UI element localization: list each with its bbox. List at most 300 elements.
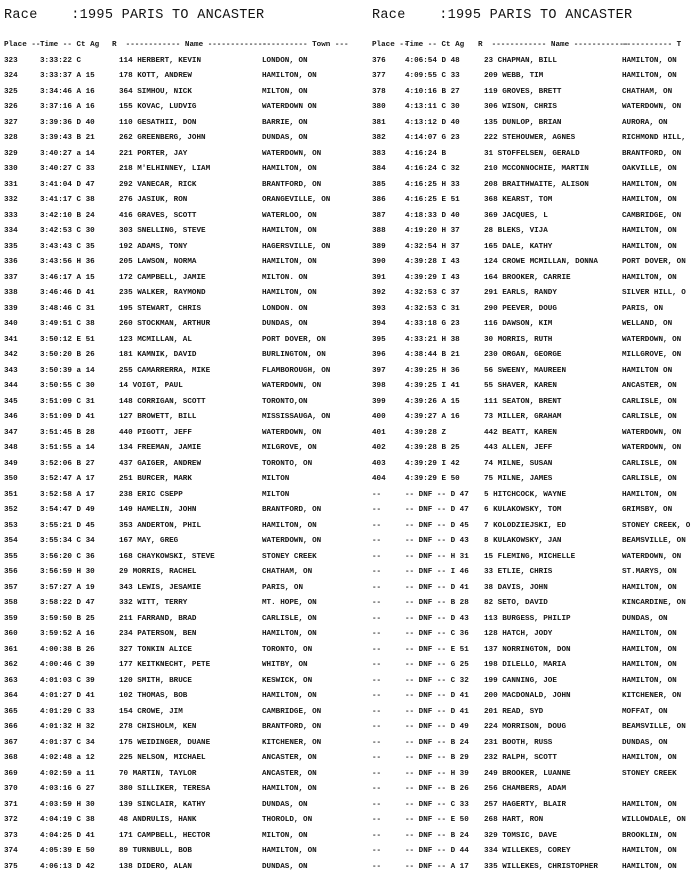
result-bib-name: 211 FARRAND, BRAD — [119, 612, 196, 628]
result-bib-name: 208 BRAITHWAITE, ALISON — [484, 178, 589, 194]
result-place: 375 — [4, 860, 18, 875]
result-place: 354 — [4, 534, 18, 550]
result-bib-name: 149 HAMELIN, JOHN — [119, 503, 196, 519]
header-town: ---------- Town --- — [262, 38, 349, 54]
result-town: HAMILTON, ON — [622, 627, 677, 643]
header-place: Place -- — [372, 38, 408, 54]
result-bib-name: 335 WILLEKES, CHRISTOPHER — [484, 860, 598, 875]
result-time: 4:38:44 B 21 — [405, 348, 460, 364]
result-time: 3:49:51 C 38 — [40, 317, 95, 333]
result-place: 401 — [372, 426, 386, 442]
result-place: 397 — [372, 364, 386, 380]
result-town: BRANTFORD, ON — [262, 503, 321, 519]
result-town: BROOKLIN, ON — [622, 829, 677, 845]
result-bib-name: 306 WISON, CHRIS — [484, 100, 557, 116]
result-bib-name: 209 WEBB, TIM — [484, 69, 543, 85]
result-town: WATERDOWN, ON — [622, 550, 681, 566]
result-time: 4:10:16 B 27 — [405, 85, 460, 101]
result-town: WATERDOWN, ON — [262, 534, 321, 550]
result-town: STONEY CREEK — [262, 550, 317, 566]
result-bib-name: 14 VOIGT, PAUL — [119, 379, 183, 395]
result-time: 3:42:10 B 24 — [40, 209, 95, 225]
result-row — [372, 379, 700, 395]
result-time: 4:16:25 H 33 — [405, 178, 460, 194]
result-bib-name: 437 GAIGER, ANDREW — [119, 457, 201, 473]
result-time: 4:01:29 C 33 — [40, 705, 95, 721]
result-bib-name: 303 SNELLING, STEVE — [119, 224, 206, 240]
result-time: -- DNF -- C 36 — [405, 627, 469, 643]
result-row — [4, 813, 352, 829]
result-time: -- DNF -- B 29 — [405, 751, 469, 767]
result-town: CAMBRIDGE, ON — [262, 705, 321, 721]
result-row — [372, 271, 700, 287]
result-bib-name: 181 KAMNIK, DAVID — [119, 348, 196, 364]
result-place: -- — [372, 782, 381, 798]
result-time: 4:33:21 H 38 — [405, 333, 460, 349]
result-row — [4, 581, 352, 597]
result-bib-name: 28 BLEKS, VIJA — [484, 224, 548, 240]
result-row — [372, 240, 700, 256]
result-town: HAMILTON, ON — [622, 488, 677, 504]
result-place: -- — [372, 612, 381, 628]
result-time: 3:55:34 C 34 — [40, 534, 95, 550]
result-town: WELLAND, ON — [622, 317, 672, 333]
result-time: 3:40:27 a 14 — [40, 147, 95, 163]
result-town: WATERDOWN, ON — [622, 426, 681, 442]
result-time: 3:52:58 A 17 — [40, 488, 95, 504]
result-place: 328 — [4, 131, 18, 147]
result-bib-name: 70 MARTIN, TAYLOR — [119, 767, 196, 783]
result-bib-name: 15 FLEMING, MICHELLE — [484, 550, 575, 566]
result-bib-name: 290 PEEVER, DOUG — [484, 302, 557, 318]
result-time: 4:09:55 C 33 — [405, 69, 460, 85]
result-row — [372, 550, 700, 566]
result-bib-name: 369 JACQUES, L — [484, 209, 548, 225]
result-bib-name: 6 KULAKOWSKY, TOM — [484, 503, 561, 519]
result-row — [4, 131, 352, 147]
result-row — [372, 426, 700, 442]
result-row — [372, 658, 700, 674]
result-time: -- DNF -- B 28 — [405, 596, 469, 612]
results-rows — [4, 54, 352, 875]
result-row — [372, 85, 700, 101]
result-town: DUNDAS, ON — [262, 860, 308, 875]
result-bib-name: 55 SHAVER, KAREN — [484, 379, 557, 395]
result-bib-name: 7 KOLODZIEJSKI, ED — [484, 519, 566, 535]
result-place: 371 — [4, 798, 18, 814]
result-place: 382 — [372, 131, 386, 147]
result-row — [4, 364, 352, 380]
result-row — [372, 410, 700, 426]
result-bib-name: 255 CAMARRERRA, MIKE — [119, 364, 210, 380]
result-time: -- DNF -- B 24 — [405, 736, 469, 752]
result-row — [4, 162, 352, 178]
result-row — [372, 224, 700, 240]
result-row — [372, 782, 700, 798]
result-row — [372, 147, 700, 163]
result-place: 358 — [4, 596, 18, 612]
result-town: HAMILTON, ON — [622, 240, 677, 256]
result-place: -- — [372, 643, 381, 659]
result-place: 357 — [4, 581, 18, 597]
result-town: BEAMSVILLE, ON — [622, 534, 686, 550]
result-row — [372, 302, 700, 318]
result-bib-name: 74 MILNE, SUSAN — [484, 457, 552, 473]
result-row — [372, 860, 700, 875]
result-bib-name: 235 WALKER, RAYMOND — [119, 286, 206, 302]
result-time: 3:39:43 B 21 — [40, 131, 95, 147]
result-time: -- DNF -- D 45 — [405, 519, 469, 535]
result-town: WILLOWDALE, ON — [622, 813, 686, 829]
result-row — [372, 798, 700, 814]
result-row — [372, 162, 700, 178]
result-row — [4, 736, 352, 752]
result-bib-name: 31 STOFFELSEN, GERALD — [484, 147, 580, 163]
result-place: -- — [372, 519, 381, 535]
result-town: HAMILTON, ON — [262, 255, 317, 271]
result-time: -- DNF -- D 47 — [405, 503, 469, 519]
result-time: 3:59:52 A 16 — [40, 627, 95, 643]
result-row — [372, 488, 700, 504]
result-place: 374 — [4, 844, 18, 860]
result-town: KITCHENER, ON — [262, 736, 321, 752]
result-time: 3:50:12 E 51 — [40, 333, 95, 349]
result-time: 4:39:26 A 15 — [405, 395, 460, 411]
result-time: 4:04:19 C 38 — [40, 813, 95, 829]
result-row — [372, 472, 700, 488]
result-time: 3:41:17 C 38 — [40, 193, 95, 209]
result-place: 372 — [4, 813, 18, 829]
result-row — [4, 658, 352, 674]
result-place: -- — [372, 550, 381, 566]
result-place: 325 — [4, 85, 18, 101]
result-bib-name: 260 STOCKMAN, ARTHUR — [119, 317, 210, 333]
result-place: 359 — [4, 612, 18, 628]
result-place: 334 — [4, 224, 18, 240]
result-place: 331 — [4, 178, 18, 194]
result-place: 381 — [372, 116, 386, 132]
result-row — [372, 395, 700, 411]
result-bib-name: 165 DALE, KATHY — [484, 240, 552, 256]
result-time: -- DNF -- D 41 — [405, 705, 469, 721]
result-bib-name: 124 CROWE MCMILLAN, DONNA — [484, 255, 598, 271]
result-place: 329 — [4, 147, 18, 163]
result-town: TORONTO,ON — [262, 395, 308, 411]
result-time: 4:19:20 H 37 — [405, 224, 460, 240]
result-town: BURLINGTON, ON — [262, 348, 326, 364]
result-town: HAMILTON, ON — [262, 782, 317, 798]
result-time: 4:16:24 C 32 — [405, 162, 460, 178]
result-place: 353 — [4, 519, 18, 535]
result-town: MILTON — [262, 472, 289, 488]
result-town: WATERDOWN, ON — [622, 441, 681, 457]
result-place: 378 — [372, 85, 386, 101]
column-header — [4, 38, 352, 54]
result-town: HAMILTON ON — [622, 364, 672, 380]
result-time: 4:18:33 D 40 — [405, 209, 460, 225]
result-bib-name: 278 CHISHOLM, KEN — [119, 720, 196, 736]
result-town: HAMILTON, ON — [622, 844, 677, 860]
result-place: 326 — [4, 100, 18, 116]
result-place: 344 — [4, 379, 18, 395]
result-row — [372, 534, 700, 550]
result-bib-name: 116 DAWSON, KIM — [484, 317, 552, 333]
result-town: WATERDOWN, ON — [262, 426, 321, 442]
column-header — [372, 38, 700, 54]
result-town: BRANTFORD, ON — [262, 720, 321, 736]
result-place: 348 — [4, 441, 18, 457]
result-bib-name: 119 GROVES, BRETT — [484, 85, 561, 101]
result-bib-name: 120 SMITH, BRUCE — [119, 674, 192, 690]
result-place: 330 — [4, 162, 18, 178]
result-bib-name: 327 TONKIN ALICE — [119, 643, 192, 659]
result-time: -- DNF -- D 47 — [405, 488, 469, 504]
result-row — [372, 581, 700, 597]
result-place: 346 — [4, 410, 18, 426]
result-row — [4, 224, 352, 240]
result-town: SILVER HILL, O — [622, 286, 686, 302]
result-time: -- DNF -- E 50 — [405, 813, 469, 829]
result-place: 398 — [372, 379, 386, 395]
result-row — [372, 751, 700, 767]
result-time: -- DNF -- E 51 — [405, 643, 469, 659]
result-town: DUNDAS, ON — [262, 317, 308, 333]
result-bib-name: 222 STEHOUWER, AGNES — [484, 131, 575, 147]
result-bib-name: 268 HART, RON — [484, 813, 543, 829]
result-row — [4, 54, 352, 70]
result-time: 3:57:27 A 19 — [40, 581, 95, 597]
result-time: 3:51:09 D 41 — [40, 410, 95, 426]
result-row — [372, 844, 700, 860]
result-row — [4, 844, 352, 860]
result-row — [372, 131, 700, 147]
result-time: -- DNF -- D 49 — [405, 720, 469, 736]
result-bib-name: 110 GESATHII, DON — [119, 116, 196, 132]
result-bib-name: 230 ORGAN, GEORGE — [484, 348, 561, 364]
result-place: 336 — [4, 255, 18, 271]
result-bib-name: 171 CAMPBELL, HECTOR — [119, 829, 210, 845]
result-time: 4:01:32 H 32 — [40, 720, 95, 736]
header-name: R ------------ Name ------------- — [112, 38, 267, 54]
result-bib-name: 257 HAGERTY, BLAIR — [484, 798, 566, 814]
result-place: -- — [372, 705, 381, 721]
result-row — [4, 69, 352, 85]
result-time: 4:03:16 G 27 — [40, 782, 95, 798]
result-town: DUNDAS, ON — [262, 798, 308, 814]
result-row — [4, 550, 352, 566]
result-row — [372, 705, 700, 721]
result-town: CARLISLE, ON — [622, 457, 677, 473]
result-place: -- — [372, 736, 381, 752]
result-row — [4, 116, 352, 132]
result-town: STONEY CREEK — [622, 767, 677, 783]
result-town: ST.MARYS, ON — [622, 565, 677, 581]
result-town: OAKVILLE, ON — [622, 162, 677, 178]
result-town: PORT DOVER, ON — [262, 333, 326, 349]
result-town: ANCASTER, ON — [262, 767, 317, 783]
result-row — [4, 255, 352, 271]
result-place: 404 — [372, 472, 386, 488]
result-place: 343 — [4, 364, 18, 380]
result-bib-name: 343 LEWIS, JESAMIE — [119, 581, 201, 597]
result-time: -- DNF -- H 31 — [405, 550, 469, 566]
result-place: 355 — [4, 550, 18, 566]
result-town: HAMILTON, ON — [622, 178, 677, 194]
result-time: 4:01:03 C 39 — [40, 674, 95, 690]
result-town: HAMILTON, ON — [622, 751, 677, 767]
result-time: 3:40:27 C 33 — [40, 162, 95, 178]
result-time: 4:01:37 C 34 — [40, 736, 95, 752]
result-bib-name: 329 TOMSIC, DAVE — [484, 829, 557, 845]
result-row — [4, 503, 352, 519]
result-row — [4, 782, 352, 798]
result-row — [4, 565, 352, 581]
result-time: 3:42:53 C 30 — [40, 224, 95, 240]
result-time: -- DNF -- H 39 — [405, 767, 469, 783]
result-town: LONDON, ON — [262, 54, 308, 70]
result-bib-name: 210 MCCONNOCHIE, MARTIN — [484, 162, 589, 178]
result-time: 4:13:12 D 40 — [405, 116, 460, 132]
result-time: -- DNF -- B 24 — [405, 829, 469, 845]
result-time: -- DNF -- D 41 — [405, 689, 469, 705]
result-row — [4, 612, 352, 628]
result-bib-name: 380 SILLIKER, TERESA — [119, 782, 210, 798]
result-place: 400 — [372, 410, 386, 426]
result-row — [372, 627, 700, 643]
result-place: 380 — [372, 100, 386, 116]
result-town: HAMILTON, ON — [622, 69, 677, 85]
result-town: HAMILTON, ON — [622, 674, 677, 690]
result-time: 3:46:17 A 15 — [40, 271, 95, 287]
result-town: THOROLD, ON — [262, 813, 312, 829]
result-bib-name: 224 MORRISON, DOUG — [484, 720, 566, 736]
result-town: HAGERSVILLE, ON — [262, 240, 330, 256]
result-town: HAMILTON, ON — [622, 643, 677, 659]
result-place: -- — [372, 674, 381, 690]
result-place: 332 — [4, 193, 18, 209]
result-place: 368 — [4, 751, 18, 767]
header-town: ----------- T — [622, 38, 681, 54]
result-town: ORANGEVILLE, ON — [262, 193, 330, 209]
result-place: 352 — [4, 503, 18, 519]
result-time: 3:52:06 B 27 — [40, 457, 95, 473]
result-time: 4:06:54 D 48 — [405, 54, 460, 70]
result-bib-name: 82 SETO, DAVID — [484, 596, 548, 612]
result-place: 391 — [372, 271, 386, 287]
result-town: CHATHAM, ON — [622, 85, 672, 101]
result-town: KINCARDINE, ON — [622, 596, 686, 612]
result-time: 4:39:28 Z — [405, 426, 446, 442]
result-time: 3:50:39 a 14 — [40, 364, 95, 380]
result-bib-name: 195 STEWART, CHRIS — [119, 302, 201, 318]
result-time: -- DNF -- D 43 — [405, 612, 469, 628]
result-bib-name: 200 MACDONALD, JOHN — [484, 689, 571, 705]
result-place: -- — [372, 767, 381, 783]
result-row — [4, 100, 352, 116]
result-bib-name: 416 GRAVES, SCOTT — [119, 209, 196, 225]
result-town: BRANTFORD, ON — [262, 178, 321, 194]
result-bib-name: 139 SINCLAIR, KATHY — [119, 798, 206, 814]
result-row — [4, 705, 352, 721]
result-bib-name: 238 ERIC CSEPP — [119, 488, 183, 504]
result-town: BEAMSVILLE, ON — [622, 720, 686, 736]
result-time: 3:58:22 D 47 — [40, 596, 95, 612]
result-bib-name: 23 CHAPMAN, BILL — [484, 54, 557, 70]
result-row — [4, 209, 352, 225]
result-row — [372, 596, 700, 612]
result-row — [372, 829, 700, 845]
result-place: -- — [372, 488, 381, 504]
result-time: 4:32:53 C 37 — [405, 286, 460, 302]
result-place: -- — [372, 829, 381, 845]
result-town: CARLISLE, ON — [622, 395, 677, 411]
result-bib-name: 172 CAMPBELL, JAMIE — [119, 271, 206, 287]
result-row — [372, 178, 700, 194]
result-time: 3:52:47 A 17 — [40, 472, 95, 488]
result-time: -- DNF -- D 41 — [405, 581, 469, 597]
result-row — [372, 69, 700, 85]
result-bib-name: 199 CANNING, JOE — [484, 674, 557, 690]
result-time: 4:33:18 G 23 — [405, 317, 460, 333]
result-row — [372, 348, 700, 364]
result-bib-name: 138 DIDERO, ALAN — [119, 860, 192, 875]
result-bib-name: 175 WEIDINGER, DUANE — [119, 736, 210, 752]
result-town: HAMILTON, ON — [262, 627, 317, 643]
result-row — [372, 612, 700, 628]
result-time: 4:32:54 H 37 — [405, 240, 460, 256]
result-time: 3:51:09 C 31 — [40, 395, 95, 411]
result-place: -- — [372, 689, 381, 705]
result-bib-name: 33 ETLIE, CHRIS — [484, 565, 552, 581]
result-place: 347 — [4, 426, 18, 442]
result-time: 4:39:29 I 42 — [405, 457, 460, 473]
result-town: HAMILTON, ON — [262, 162, 317, 178]
result-town: TORONTO, ON — [262, 643, 312, 659]
result-bib-name: 137 NORRINGTON, DON — [484, 643, 571, 659]
header-name: R ------------ Name ------------ — [478, 38, 628, 54]
result-time: 3:43:43 C 35 — [40, 240, 95, 256]
result-bib-name: 154 CROWE, JIM — [119, 705, 183, 721]
result-town: HAMILTON, ON — [622, 860, 677, 875]
result-town: MILTON. ON — [262, 271, 308, 287]
result-bib-name: 276 JASIUK, RON — [119, 193, 187, 209]
result-row — [4, 271, 352, 287]
result-bib-name: 113 BURGESS, PHILIP — [484, 612, 571, 628]
result-town: DUNDAS, ON — [622, 736, 668, 752]
result-row — [372, 643, 700, 659]
result-time: 4:02:48 a 12 — [40, 751, 95, 767]
results-column-right — [372, 8, 700, 875]
result-bib-name: 128 HATCH, JODY — [484, 627, 552, 643]
result-bib-name: 123 MCMILLAN, AL — [119, 333, 192, 349]
result-time: -- DNF -- I 46 — [405, 565, 469, 581]
result-town: MILTON, ON — [262, 85, 308, 101]
result-bib-name: 168 CHAYKOWSKI, STEVE — [119, 550, 215, 566]
result-time: 4:39:25 H 36 — [405, 364, 460, 380]
result-town: AURORA, ON — [622, 116, 668, 132]
result-town: HAMILTON, ON — [262, 844, 317, 860]
result-time: 4:14:07 G 23 — [405, 131, 460, 147]
results-column-left — [4, 8, 352, 875]
result-row — [4, 441, 352, 457]
result-bib-name: 73 MILLER, GRAHAM — [484, 410, 561, 426]
result-time: 3:56:20 C 36 — [40, 550, 95, 566]
result-town: MT. HOPE, ON — [262, 596, 317, 612]
result-town: BARRIE, ON — [262, 116, 308, 132]
result-place: -- — [372, 503, 381, 519]
result-place: 323 — [4, 54, 18, 70]
result-row — [4, 395, 352, 411]
